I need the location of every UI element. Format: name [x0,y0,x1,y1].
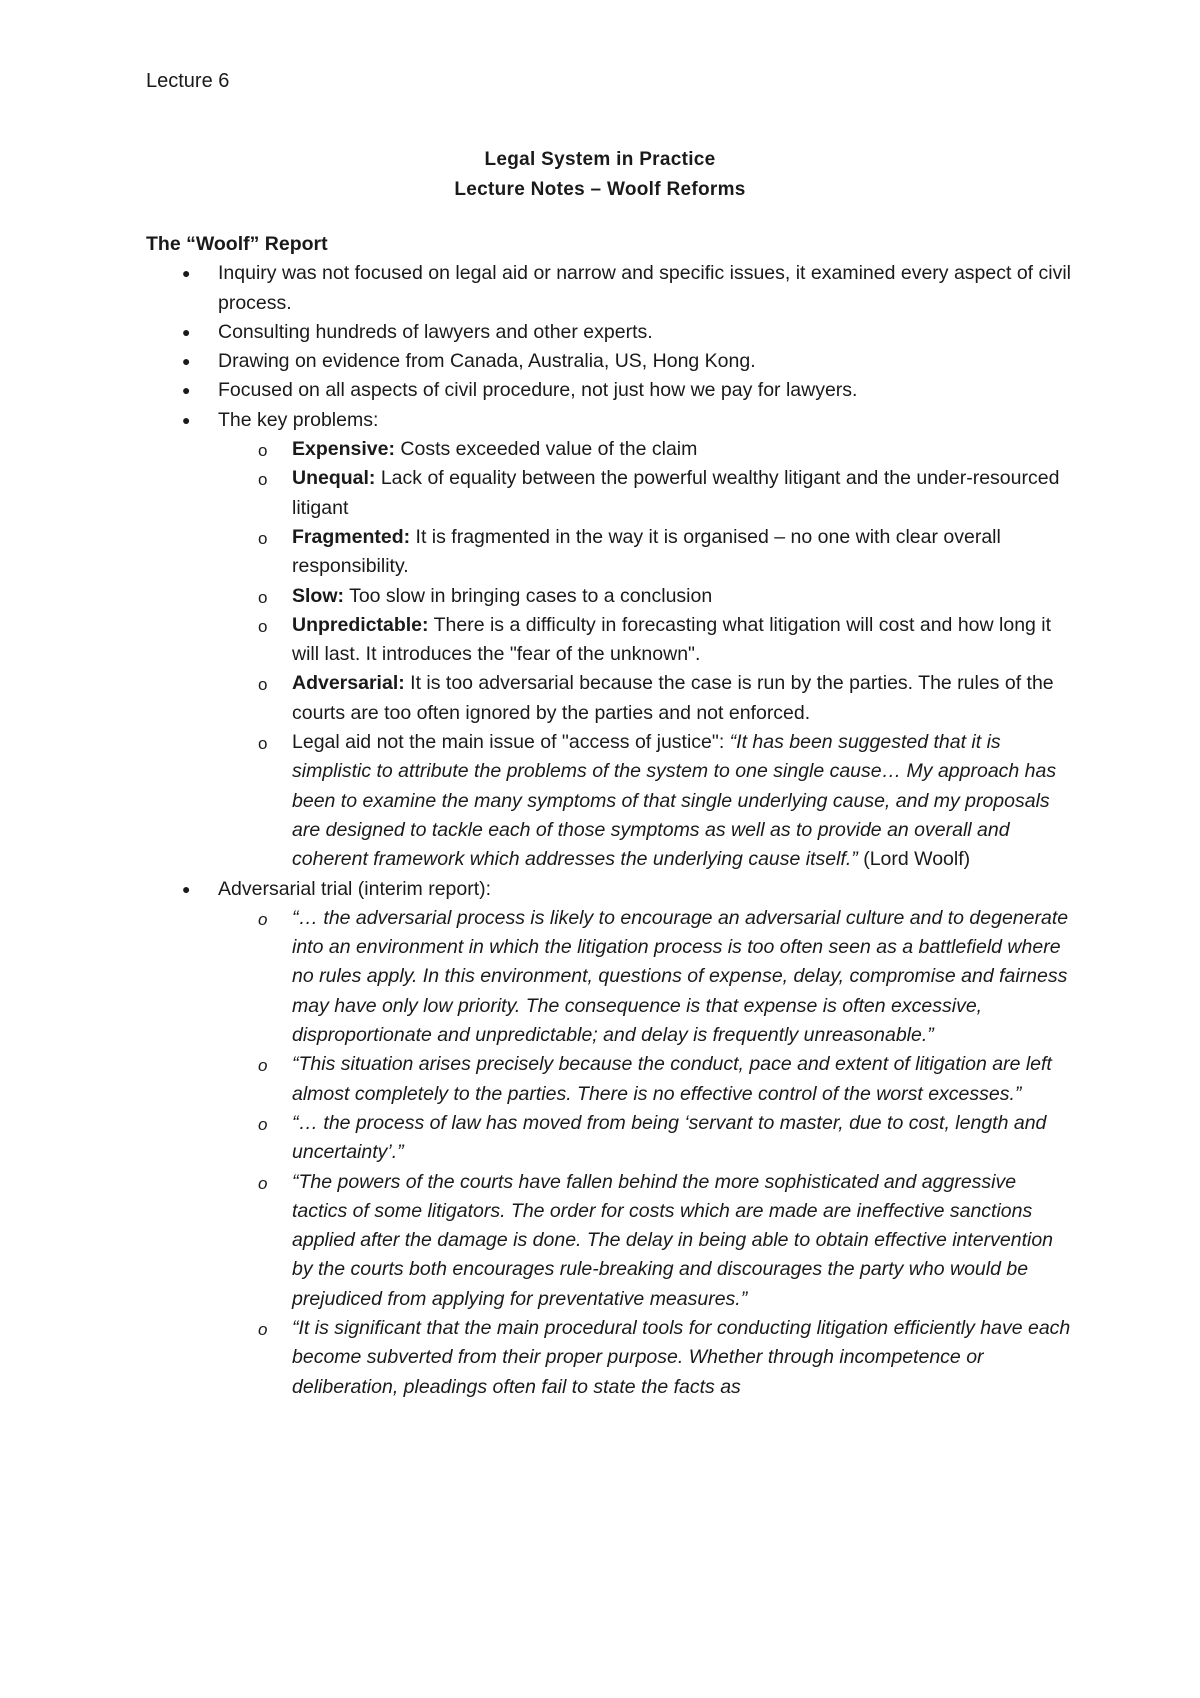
sub-bullet-icon: o [258,587,268,607]
sub-bullet-icon: o [258,528,268,548]
bullet-list [146,259,1076,1402]
problem-text: Costs exceeded value of the claim [394,438,698,461]
problem-term: Slow: [292,584,344,607]
main-content [146,230,1076,1402]
quote-item [258,904,1076,1050]
section-heading: The “Woolf” Report [146,233,328,255]
document-subtitle: Lecture Notes – Woolf Reforms [454,179,746,200]
quote-item [258,1050,1076,1109]
problem-text: There is a difficulty in forecasting what litigation will cost and how long it will last. It introduces the "fear of the unknown". [292,613,1052,666]
list-item-text: Drawing on evidence from Canada, Australia, US, Hong Kong. [218,350,756,373]
problem-term: Fragmented: [292,525,411,548]
sub-bullet-icon: o [258,1114,268,1134]
quote-text: “This situation arises precisely because the conduct, pace and extent of litigation are left almost completely to the parties. There is no effective control of the worst excesses.” [292,1053,1052,1105]
quote-item [258,1109,1076,1168]
problem-term: Unequal: [292,467,376,490]
legal-aid-quote: “It has been suggested that it is simplistic to attribute the problems of the system to one single cause… My approach has been to examine the many symptoms of that single underlying cause, and my proposals are designed to tackle each of those symptoms as well as to provide an overall and coherent framework which addresses the underlying cause itself.” [292,731,1057,871]
sub-bullet-icon: o [258,909,268,929]
list-item [182,259,1076,318]
problem-item [258,435,1076,464]
problem-text: It is too adversarial because the case is run by the parties. The rules of the courts are too often ignored by the parties and not enforced. [292,672,1054,724]
list-item [182,376,1076,405]
problem-item [258,523,1076,582]
problem-text: It is fragmented in the way it is organised – no one with clear overall responsibility. [292,525,1001,578]
list-item-text: Focused on all aspects of civil procedure, not just how we pay for lawyers. [218,379,858,402]
sub-bullet-icon: o [258,734,268,754]
quote-text: “The powers of the courts have fallen behind the more sophisticated and aggressive tactics of some litigators. The order for costs which are made are ineffective sanctions applied after the damage is done. The delay in being able to obtain effective intervention by the courts both encourages rule-breaking and discourages the party who would be prejudiced from applying for preventative measures.” [292,1170,1054,1310]
problem-text: Lack of equality between the powerful wealthy litigant and the under-resourced litigant [292,467,1060,519]
problem-item [258,464,1076,523]
quote-item [258,1168,1076,1314]
bullet-icon: ● [182,411,191,428]
bullet-icon: ● [182,382,191,399]
sub-bullet-icon: o [258,470,268,490]
legal-aid-item [258,728,1076,874]
problem-item [258,669,1076,728]
problem-item [258,611,1076,670]
title-block [0,145,1200,205]
sub-bullet-icon: o [258,675,268,695]
quote-text: “… the adversarial process is likely to encourage an adversarial culture and to degenerate into an environment in which the litigation process is too often seen as a battlefield where no rules apply. In this environment, questions of expense, delay, compromise and fairness may have only low priority. The consequence is that expense is often excessive, disproportionate and unpredictable; and delay is frequently unreasonable.” [292,906,1069,1047]
bullet-icon: ● [182,265,191,282]
quote-text: “… the process of law has moved from being ‘servant to master, due to cost, length and uncertainty’.” [292,1111,1047,1164]
bullet-icon: ● [182,323,191,340]
sub-bullet-icon: o [258,441,268,461]
legal-aid-lead: Legal aid not the main issue of "access of justice": [292,731,730,754]
list-item-text: Adversarial trial (interim report): [218,877,492,900]
bullet-icon: ● [182,880,191,897]
problem-term: Unpredictable: [292,613,429,636]
sub-bullet-icon: o [258,1173,268,1193]
sub-bullet-icon: o [258,1056,268,1076]
problem-item [258,582,1076,611]
legal-aid-attribution: (Lord Woolf) [857,848,971,871]
list-item [182,406,1076,875]
quotes-list [218,904,1076,1402]
list-item-text: Inquiry was not focused on legal aid or narrow and specific issues, it examined every aspect of civil process. [218,262,1072,314]
sub-bullet-icon: o [258,1319,268,1339]
list-item-text: The key problems: [218,408,379,431]
document-title: Legal System in Practice [484,149,716,170]
problem-text: Too slow in bringing cases to a conclusion [344,584,713,607]
problem-term: Expensive: [292,438,395,461]
problem-term: Adversarial: [292,672,405,695]
quote-item [258,1314,1076,1402]
bullet-icon: ● [182,353,191,370]
quote-text: “It is significant that the main procedural tools for conducting litigation efficiently have each become subverted from their proper purpose. Whether through incompetence or deliberation, pleadings often fail to state the facts as [292,1316,1071,1398]
sub-bullet-icon: o [258,616,268,636]
list-item-text: Consulting hundreds of lawyers and other experts. [218,320,653,343]
list-item [182,875,1076,1402]
lecture-label: Lecture 6 [146,70,230,92]
list-item [182,347,1076,376]
list-item [182,318,1076,347]
problems-list [218,435,1076,874]
